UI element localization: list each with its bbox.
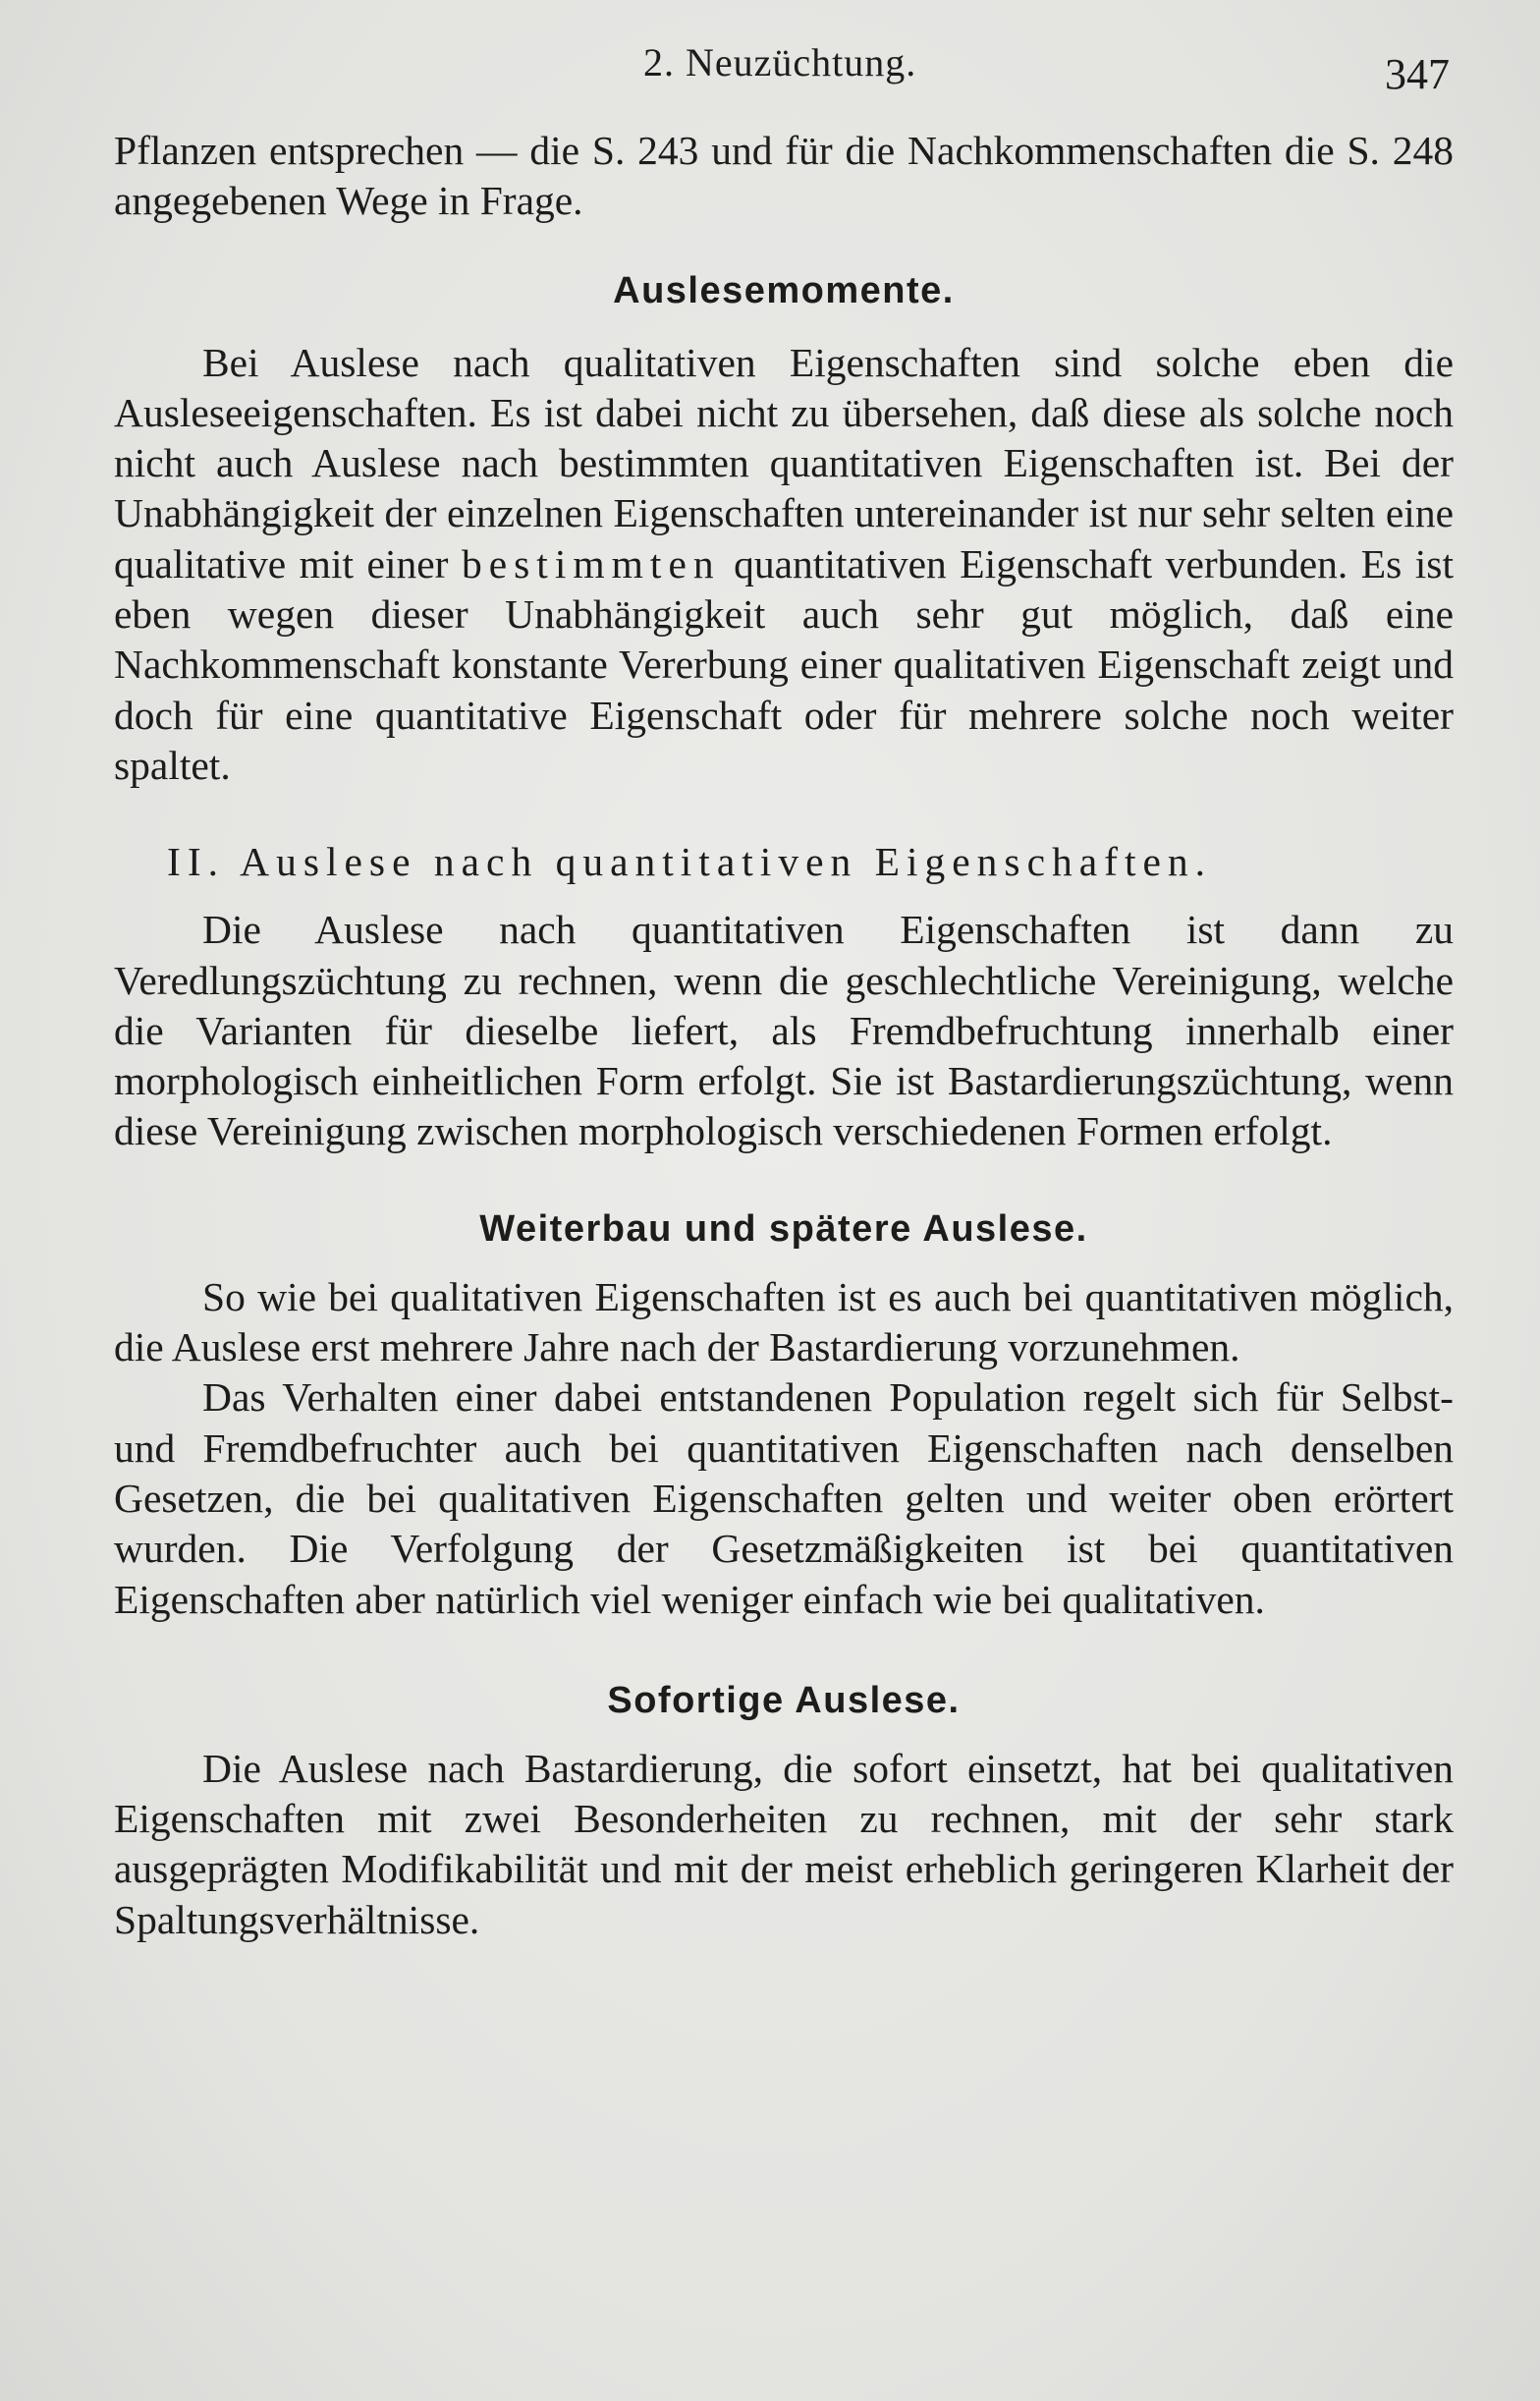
heading-auslesemomente: Auslesemomente.	[613, 269, 955, 311]
paragraph-text-part: quantitativen Eigenschaft verbunden. Es ist eben wegen dieser Unabhängigkeit auch sehr gut möglich, daß eine Nachkommenschaft konstante Vererbung einer qualitativen Eigenschaft zeigt und doch für eine quantitative Eigenschaft oder für mehrere solche noch weiter spaltet.	[114, 540, 1454, 788]
paragraph-section-ii: Die Auslese nach quantitativen Eigenschaften ist dann zu Veredlungszüchtung zu rechnen, wenn die geschlechtliche Vereinigung, welche die Varianten für dieselbe liefert, als Fremdbefruchtung innerhalb einer morphologisch einheitlichen Form erfolgt. Sie ist Bastardierungszüchtung, wenn diese Vereinigung zwischen morphologisch verschiedenen Formen erfolgt.	[114, 907, 1454, 1154]
paragraph-weiterbau-2: Das Verhalten einer dabei entstandenen Population regelt sich für Selbst- und Fremdbefruchter auch bei quantitativen Eigenschaften nach denselben Gesetzen, die bei qualitativen Eigenschaften gelten und weiter oben erörtert wurden. Die Verfolgung der Gesetzmäßigkeiten ist bei quantitativen Eigenschaften aber natürlich viel weniger einfach wie bei qualitativen.	[114, 1374, 1454, 1622]
page-header	[0, 39, 1540, 108]
heading-weiterbau: Weiterbau und spätere Auslese.	[479, 1207, 1088, 1250]
paragraph-text-part: Bei Auslese nach qualitativen Eigenschaften sind solche eben die Ausleseeigenschaften. Es ist dabei nicht zu übersehen, daß diese als solche noch nicht auch Auslese nach bestimmten quantitativen Eigenschaften ist. Bei der Unabhängigkeit der einzelnen Eigenschaften untereinander ist nur sehr selten eine qualitative mit einer	[114, 339, 1454, 586]
page-number: 347	[1385, 50, 1450, 98]
intro-paragraph: Pflanzen entsprechen — die S. 243 und für die Nachkommenschaften die S. 248 angegebenen Wege in Frage.	[114, 128, 1454, 224]
page-body	[114, 126, 1454, 1945]
heading-sofortige: Sofortige Auslese.	[607, 1679, 961, 1721]
paragraph-weiterbau-1: So wie bei qualitativen Eigenschaften ist es auch bei quantitativen möglich, die Auslese erst mehrere Jahre nach der Bastardierung vorzunehmen.	[114, 1273, 1454, 1370]
paragraph-sofortige: Die Auslese nach Bastardierung, die sofort einsetzt, hat bei qualitativen Eigenschaften mit zwei Besonderheiten zu rechnen, mit der sehr stark ausgeprägten Modifikabilität und mit der meist erheblich geringeren Klarheit der Spaltungsverhältnisse.	[114, 1745, 1454, 1942]
heading-section-ii: II. Auslese nach quantitativen Eigenschaften.	[167, 839, 1213, 885]
emphasized-word: bestimmten	[461, 540, 721, 586]
paragraph-auslesemomente	[114, 338, 1454, 792]
running-title: 2. Neuzüchtung.	[643, 40, 917, 84]
